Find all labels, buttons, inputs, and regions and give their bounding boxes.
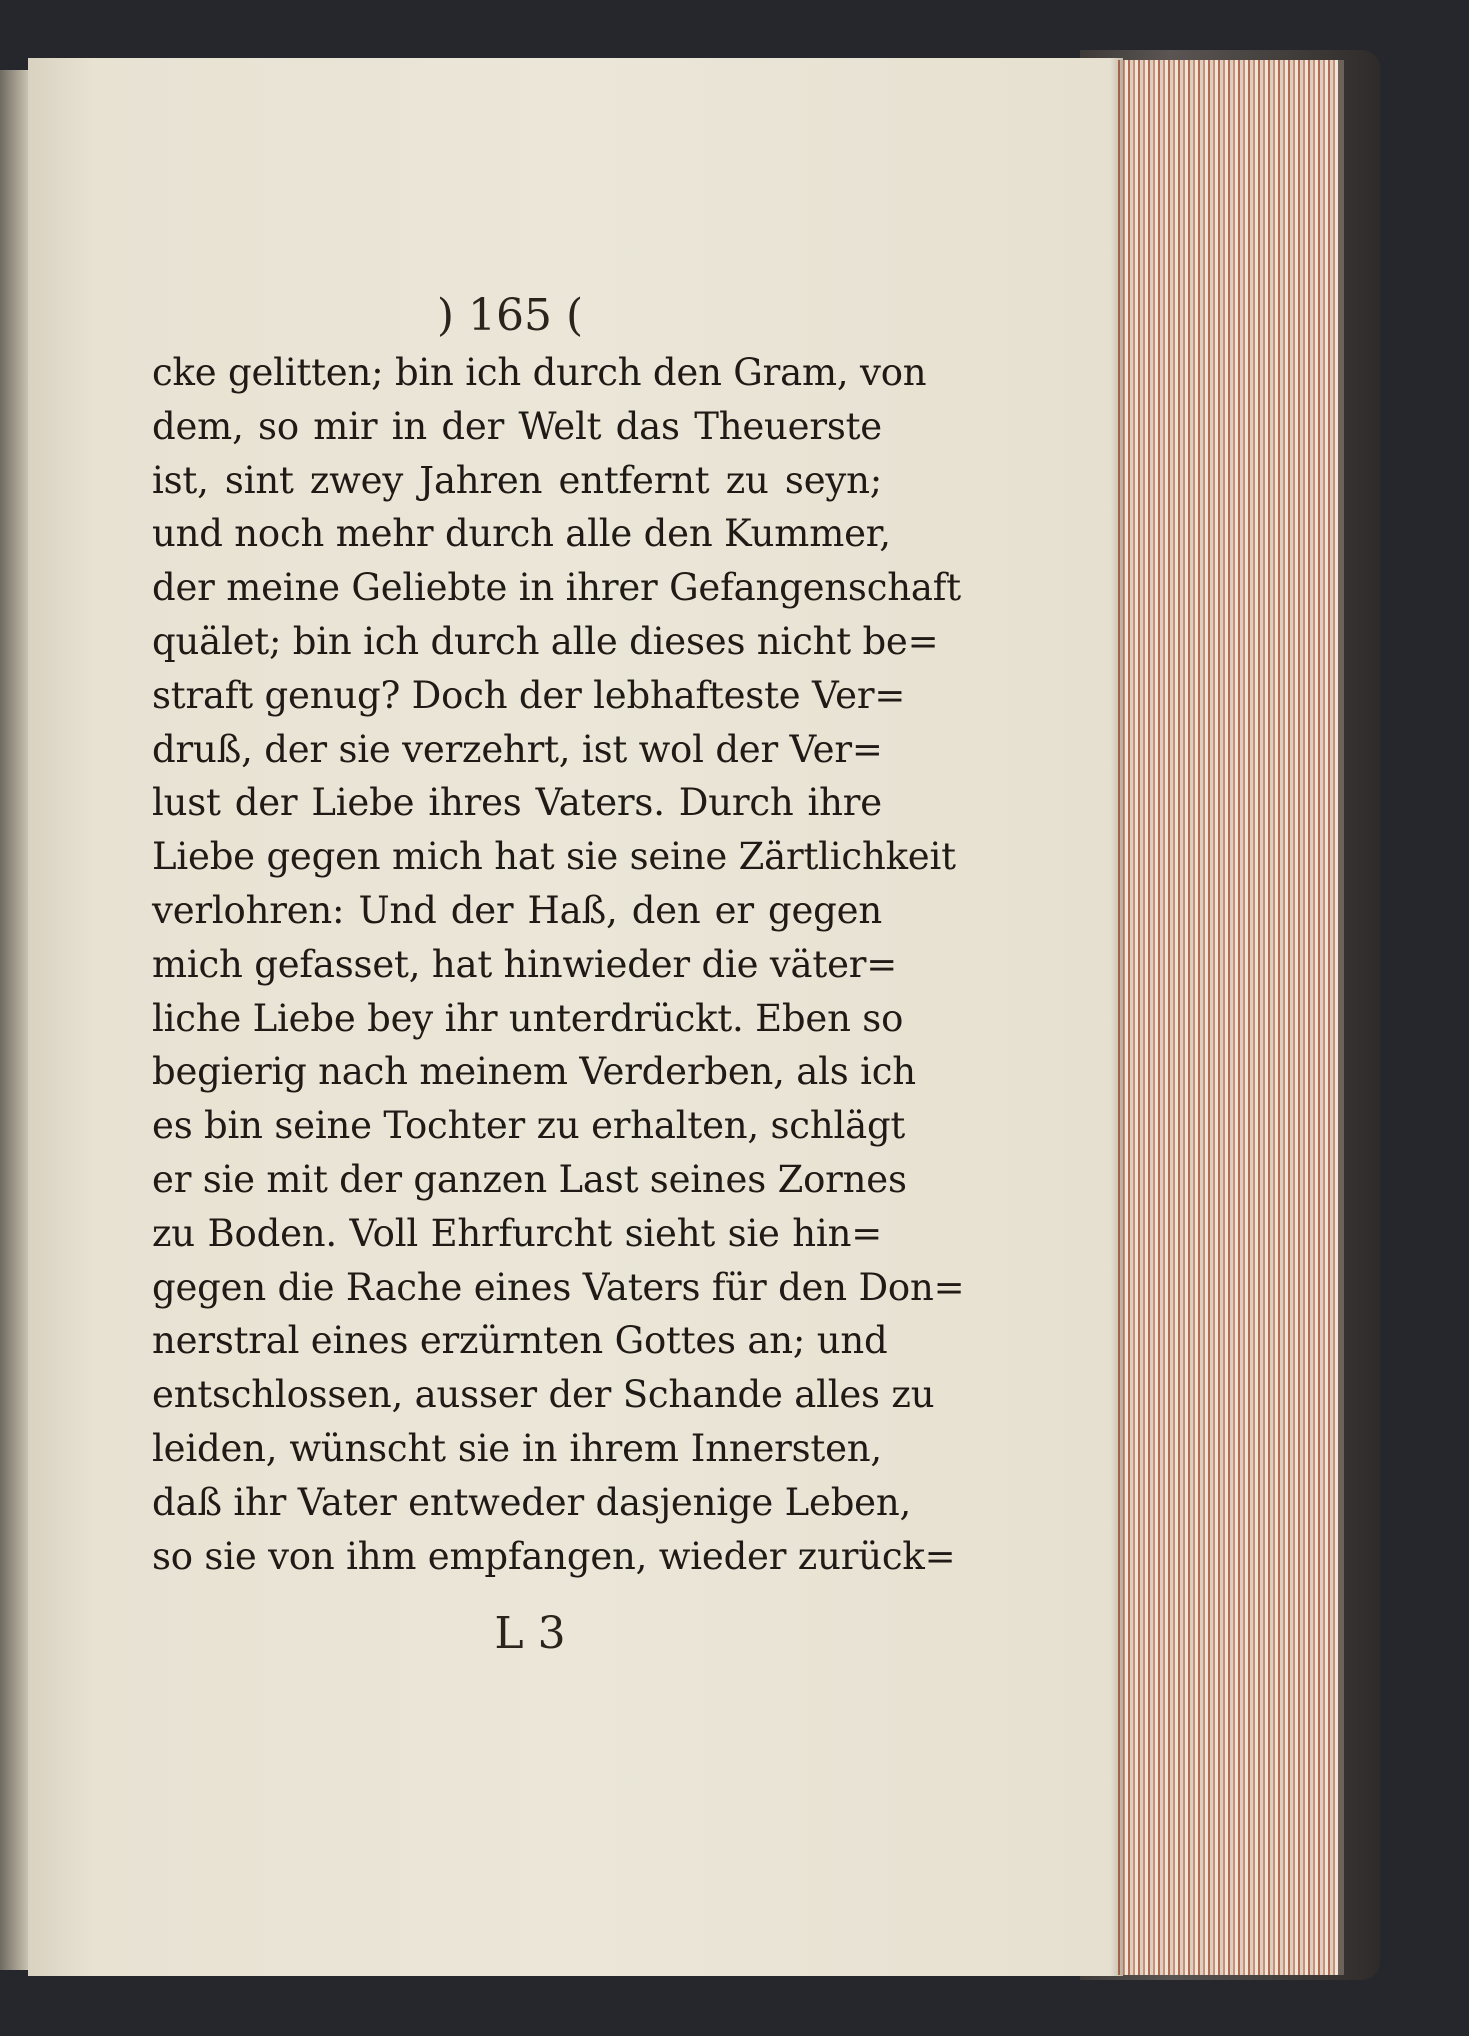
body-text	[152, 346, 965, 1583]
text-line: entschlossen, ausser der Schande alles zu	[152, 1373, 935, 1417]
page-edges	[1118, 60, 1344, 1975]
text-line: daß ihr Vater entweder dasjenige Leben,	[152, 1480, 912, 1524]
text-line: Liebe gegen mich hat sie seine Zärtlichkeit	[152, 835, 956, 879]
text-line: begierig nach meinem Verderben, als ich	[152, 1050, 916, 1094]
text-line: cke gelitten; bin ich durch den Gram, von	[152, 351, 927, 394]
text-line: zu Boden. Voll Ehrfurcht sieht sie hin=	[152, 1211, 882, 1255]
left-page-edge	[0, 70, 30, 1970]
text-line: quälet; bin ich durch alle dieses nicht be=	[152, 619, 939, 663]
text-line: leiden, wünscht sie in ihrem Innersten,	[152, 1426, 882, 1470]
text-line: es bin seine Tochter zu erhalten, schlägt	[152, 1104, 906, 1148]
text-line: ist, sint zwey Jahren entfernt zu seyn;	[152, 458, 882, 502]
text-line: der meine Geliebte in ihrer Gefangenschaft	[152, 566, 961, 610]
text-line: nerstral eines erzürnten Gottes an; und	[152, 1319, 888, 1363]
text-line: druß, der sie verzehrt, ist wol der Ver=	[152, 727, 883, 771]
text-line: gegen die Rache eines Vaters für den Don=	[152, 1265, 965, 1309]
text-line: verlohren: Und der Haß, den er gegen	[152, 888, 882, 932]
text-line: mich gefasset, hat hinwieder die väter=	[152, 942, 898, 986]
text-line: und noch mehr durch alle den Kummer,	[152, 512, 891, 556]
text-line: dem, so mir in der Welt das Theuerste	[152, 404, 882, 448]
page-header: ) 165 (	[436, 290, 584, 341]
text-line: lust der Liebe ihres Vaters. Durch ihre	[152, 781, 882, 825]
text-line: liche Liebe bey ihr unterdrückt. Eben so	[152, 996, 904, 1040]
gutter-shadow	[1110, 58, 1124, 1976]
signature-mark: L 3	[494, 1608, 566, 1659]
text-line: straft genug? Doch der lebhafteste Ver=	[152, 673, 906, 717]
text-line: so sie von ihm empfangen, wieder zurück=	[152, 1534, 956, 1578]
text-line: er sie mit der ganzen Last seines Zornes	[152, 1157, 907, 1201]
